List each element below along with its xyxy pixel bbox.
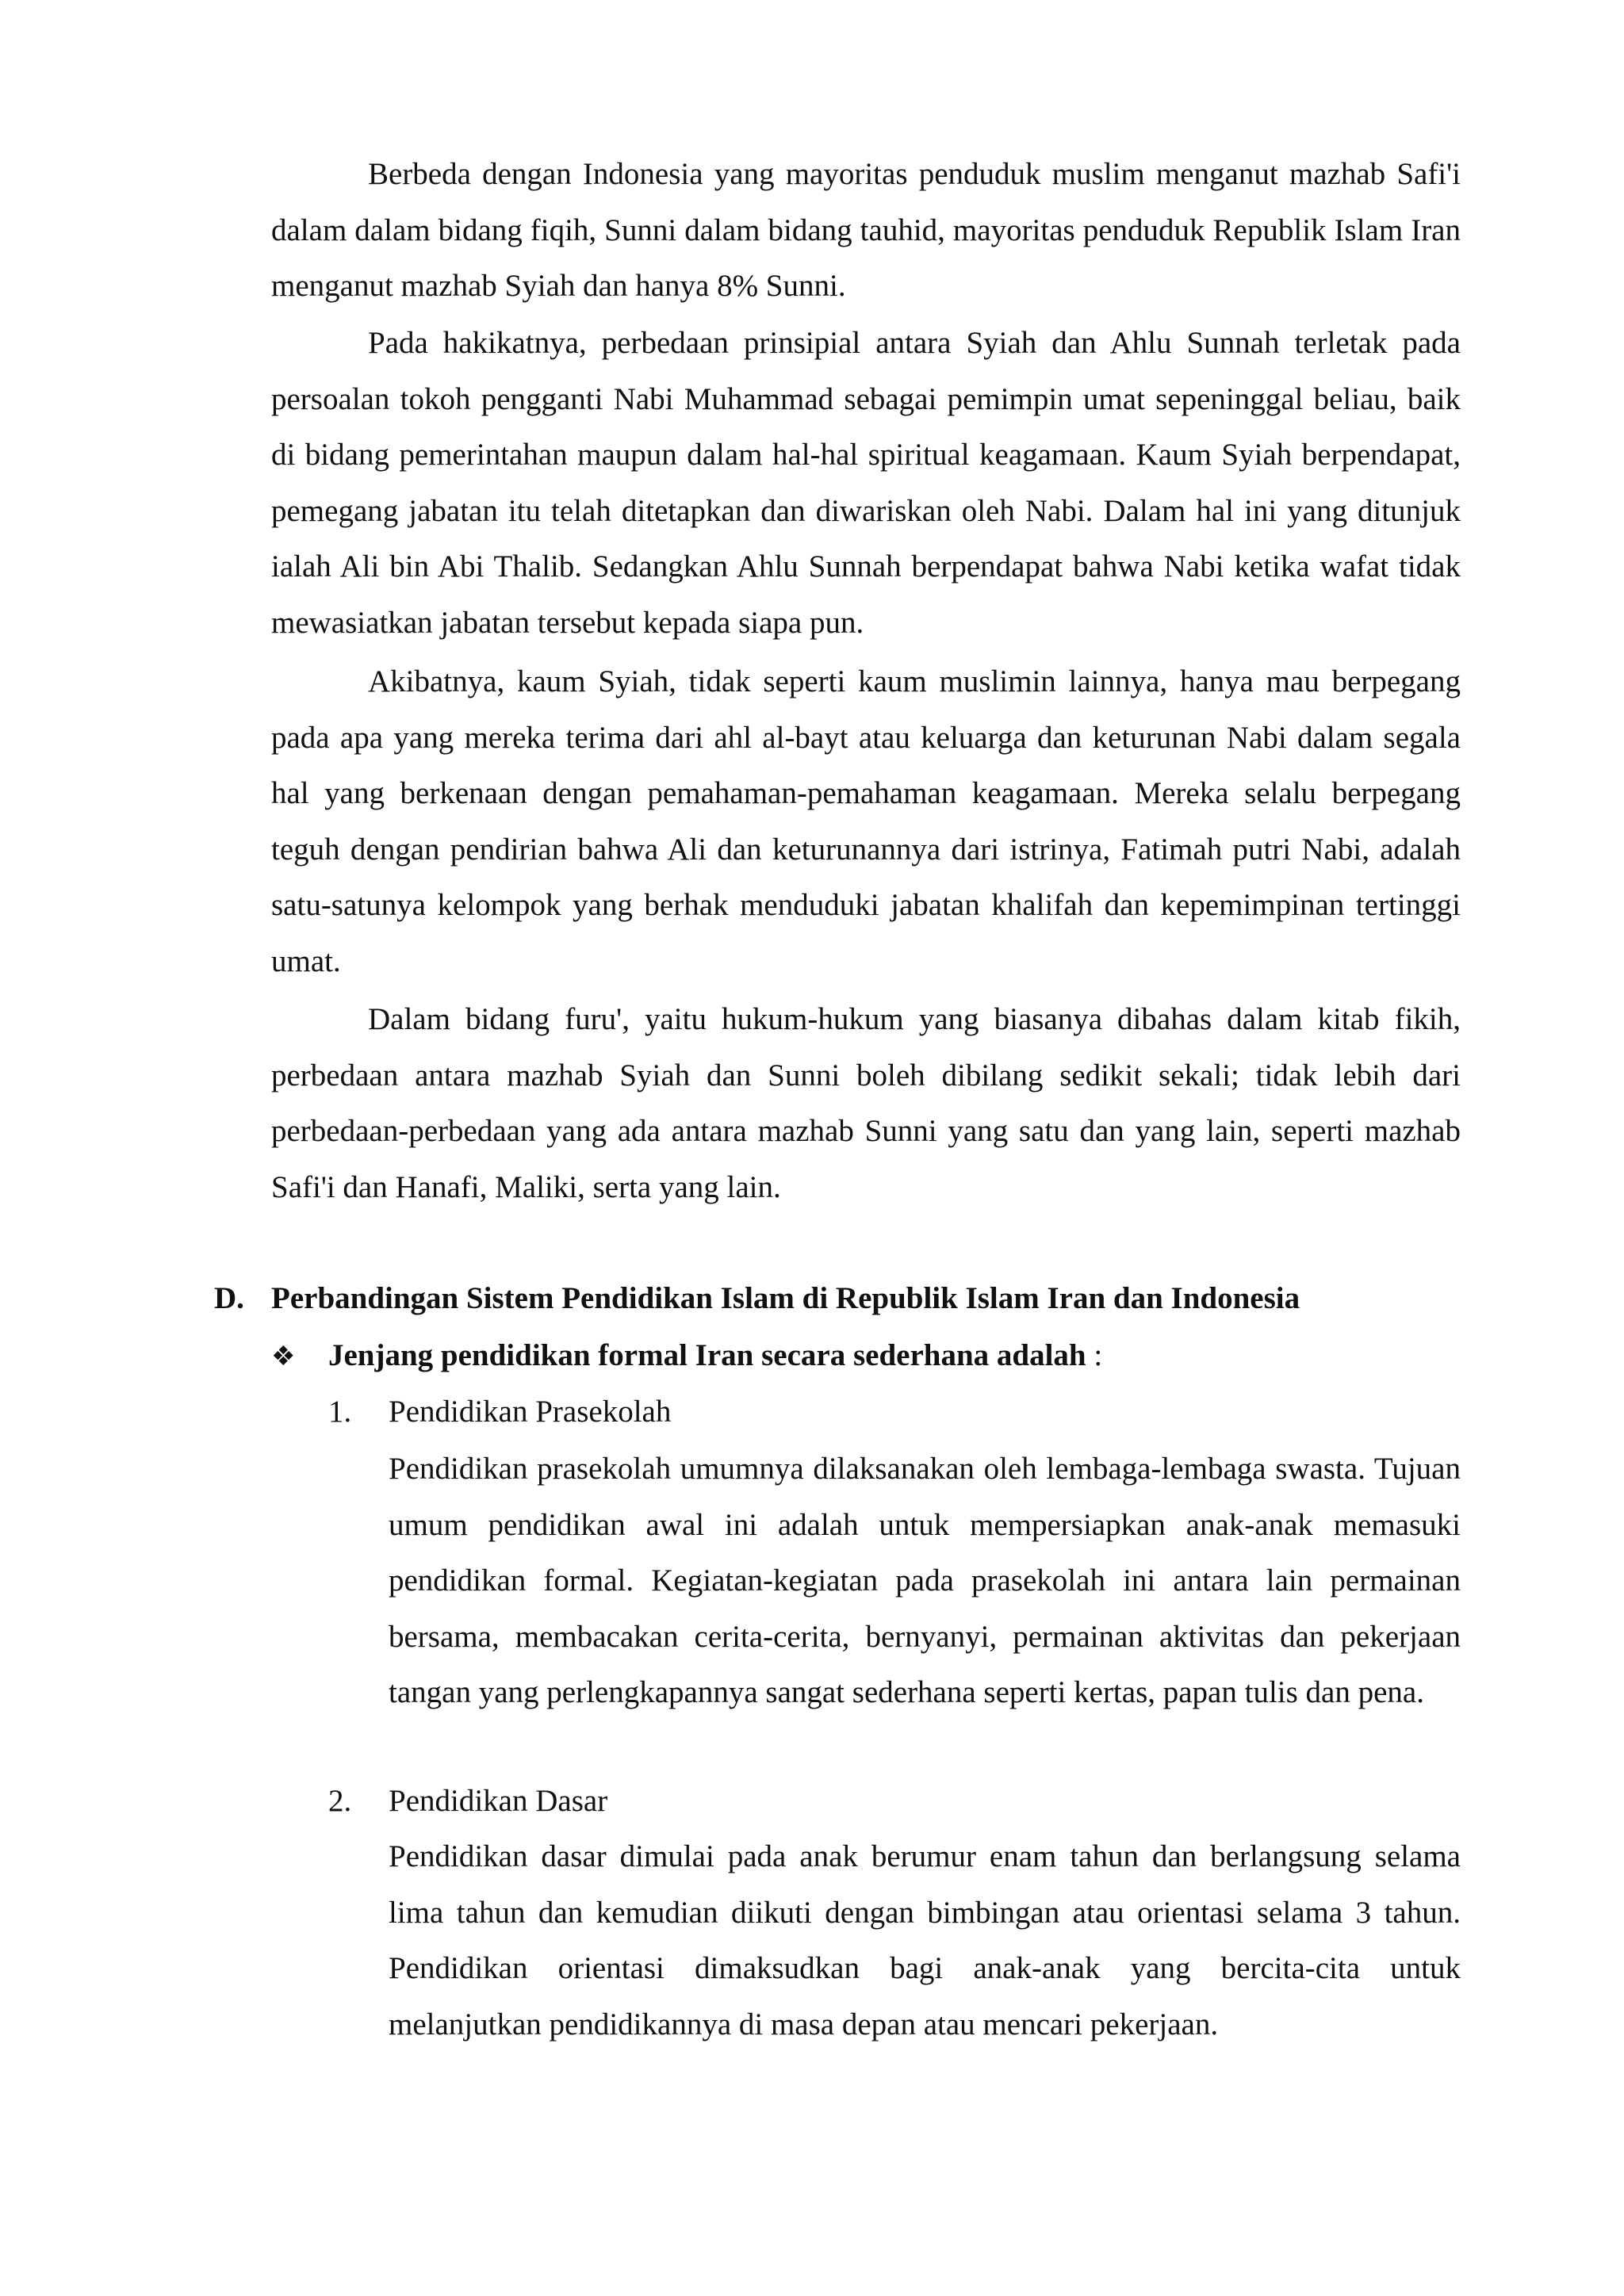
list-item-body: Pendidikan prasekolah umumnya dilaksanakan oleh lembaga-lembaga swasta. Tujuan umum pendidikan awal ini adalah untuk mempersiapkan anak-anak memasuki pendidikan formal. Kegiatan-kegiatan pada prasekolah ini antara lain permainan bersama, membacakan cerita-cerita, bernyanyi, permainan aktivitas dan pekerjaan tangan yang perlengkapannya sangat sederhana seperti kertas, papan tulis dan pena. [389,1452,1461,1709]
list-item-number: 2. [328,1784,352,1818]
list-item-number: 1. [328,1395,352,1429]
section-heading [214,1271,1300,1326]
section-letter: D. [214,1281,244,1315]
bullet-text: Jenjang pendidikan formal Iran secara sederhana adalah [328,1338,1086,1372]
bullet-line [271,1328,1102,1385]
paragraph-furu: Dalam bidang furu', yaitu hukum-hukum yang biasanya dibahas dalam kitab fikih, perbedaan antara mazhab Syiah dan Sunni boleh dibilang sedikit sekali; tidak lebih dari perbedaan-perbedaan yang ada antara mazhab Sunni yang satu dan yang lain, seperti mazhab Safi'i dan Hanafi, Maliki, serta yang lain. [271,1002,1461,1204]
list-item-title [328,1384,671,1440]
list-item-heading: Pendidikan Dasar [389,1784,608,1818]
list-item-title [328,1774,607,1829]
list-item-body: Pendidikan dasar dimulai pada anak berumur enam tahun dan berlangsung selama lima tahun dan kemudian diikuti dengan bimbingan atau orientasi selama 3 tahun. Pendidikan orientasi dimaksudkan bagi anak-anak yang bercita-cita untuk melanjutkan pendidikannya di masa depan atau mencari pekerjaan. [389,1839,1461,2042]
list-item-heading: Pendidikan Prasekolah [389,1395,672,1429]
bullet-suffix: : [1086,1338,1103,1372]
diamond-bullet-icon: ❖ [271,1342,296,1372]
paragraph-akibatnya: Akibatnya, kaum Syiah, tidak seperti kaum muslimin lainnya, hanya mau berpegang pada apa yang mereka terima dari ahl al-bayt atau keluarga dan keturunan Nabi dalam segala hal yang berkenaan dengan pemahaman-pemahaman keagamaan. Mereka selalu berpegang teguh dengan pendirian bahwa Ali dan keturunannya dari istrinya, Fatimah putri Nabi, adalah satu-satunya kelompok yang berhak menduduki jabatan khalifah dan kepemimpinan tertinggi umat. [271,664,1461,978]
section-title: Perbandingan Sistem Pendidikan Islam di Republik Islam Iran dan Indonesia [271,1281,1300,1315]
paragraph-syiah-sunnah-difference: Pada hakikatnya, perbedaan prinsipial antara Syiah dan Ahlu Sunnah terletak pada persoalan tokoh pengganti Nabi Muhammad sebagai pemimpin umat sepeninggal beliau, baik di bidang pemerintahan maupun dalam hal-hal spiritual keagamaan. Kaum Syiah berpendapat, pemegang jabatan itu telah ditetapkan dan diwariskan oleh Nabi. Dalam hal ini yang ditunjuk ialah Ali bin Abi Thalib. Sedangkan Ahlu Sunnah berpendapat bahwa Nabi ketika wafat tidak mewasiatkan jabatan tersebut kepada siapa pun. [271,326,1461,640]
paragraph-mazhab-comparison: Berbeda dengan Indonesia yang mayoritas penduduk muslim menganut mazhab Safi'i dalam dalam bidang fiqih, Sunni dalam bidang tauhid, mayoritas penduduk Republik Islam Iran menganut mazhab Syiah dan hanya 8% Sunni. [271,157,1461,303]
